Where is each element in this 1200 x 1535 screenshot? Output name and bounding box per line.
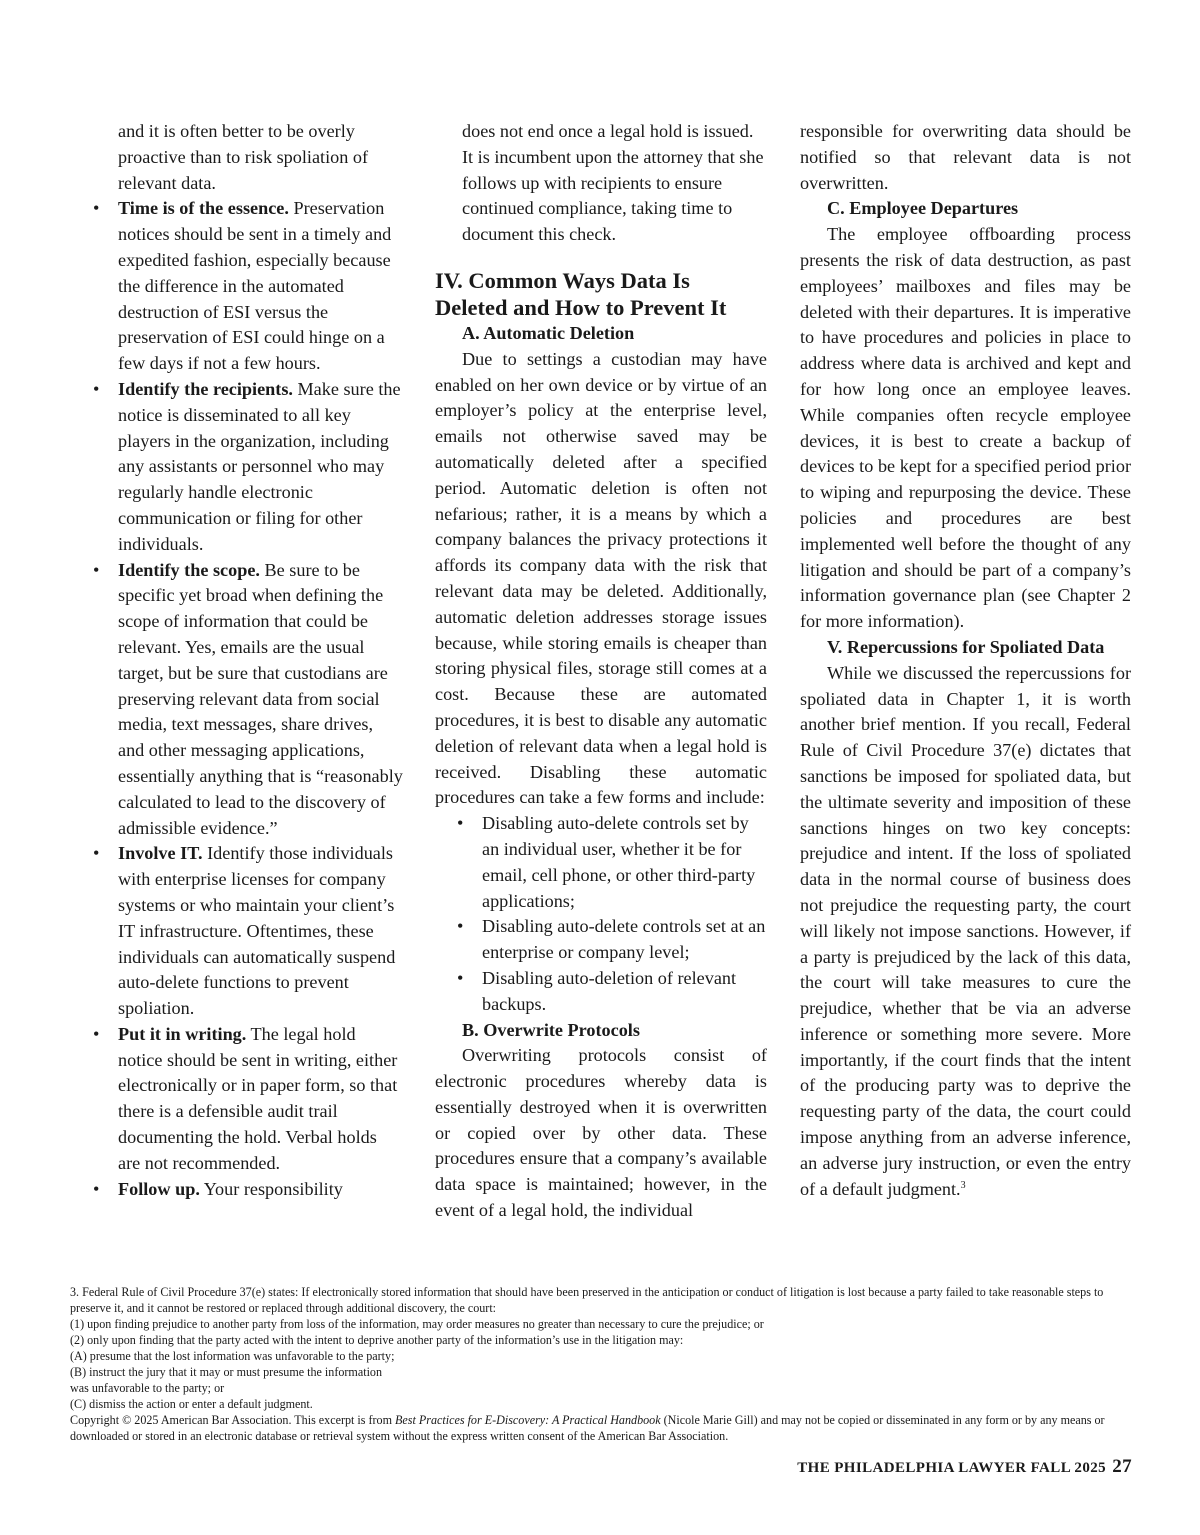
list-item-text: Identify those individuals with enterprise licenses for company systems or who maintain your client’s IT infrastructure. Oftentimes, these individuals can automatically suspend auto-delete functions to prevent spoliation.	[118, 843, 396, 1019]
disabling-list	[435, 811, 767, 1017]
book-title: Best Practices for E-Discovery: A Practical Handbook	[395, 1413, 661, 1427]
list-item	[91, 1022, 403, 1177]
section-heading-iv: IV. Common Ways Data Is Deleted and How to Prevent It	[435, 267, 727, 320]
continued-paragraph: responsible for overwriting data should be notified so that relevant data is not overwritten.	[800, 121, 1131, 193]
column-3	[800, 119, 1131, 1202]
list-item	[91, 841, 403, 1022]
copyright-text-start: Copyright © 2025 American Bar Association. This excerpt is from	[70, 1413, 396, 1427]
subheading-employee-departures: C. Employee Departures	[827, 198, 1019, 219]
subheading-repercussions: V. Repercussions for Spoliated Data	[827, 636, 1105, 657]
subheading-automatic-deletion: A. Automatic Deletion	[462, 322, 635, 343]
list-item-text: Your responsibility	[199, 1178, 343, 1199]
footnote-line: (A) presume that the lost information was unfavorable to the party;	[70, 1349, 395, 1363]
footnote-line: (1) upon finding prejudice to another party from loss of the information, may order measures no greater than necessary to cure the prejudice; or	[70, 1317, 764, 1331]
footnote-line: was unfavorable to the party; or	[70, 1381, 225, 1395]
list-item-lead: Time is of the essence.	[118, 198, 289, 219]
copyright-text-end: (Nicole Marie Gill) and may not be copied or disseminated in any form or by any means or downloaded or stored in an electronic database or retrieval system without the express written consent of the American Bar Association.	[70, 1413, 1105, 1443]
list-item-lead: Put it in writing.	[118, 1023, 247, 1044]
footnotes	[70, 1284, 1132, 1444]
list-item-lead: Identify the scope.	[118, 559, 260, 580]
paragraph-automatic-deletion: Due to settings a custodian may have enabled on her own device or by virtue of an employer’s policy at the enterprise level, emails not otherwise saved may be automatically deleted after a specified period. Automatic deletion is often not nefarious; rather, it is a means by which a company balances the privacy protections it affords its company data with the risk that relevant data may be deleted. Additionally, automatic deletion addresses storage issues because, while storing emails is cheaper than storing physical files, storage still comes at a cost. Because these are automated procedures, it is best to disable any automatic deletion of relevant data when a legal hold is received. Disabling these automatic procedures can take a few forms and include:	[435, 348, 767, 808]
list-item-text: Preservation notices should be sent in a timely and expedited fashion, especially because the difference in the automated destruction of ESI versus the preservation of ESI could hinge on a few days if not a few hours.	[118, 198, 392, 374]
column-2	[435, 119, 767, 1224]
list-item	[91, 1177, 403, 1203]
footnote-line: (2) only upon finding that the party acted with the intent to deprive another party of the information’s use in the litigation may:	[70, 1333, 684, 1347]
list-item-lead: Follow up.	[118, 1178, 200, 1199]
page-number: 27	[1112, 1456, 1132, 1477]
continued-paragraph: does not end once a legal hold is issued. It is incumbent upon the attorney that she follows up with recipients to ensure continued compliance, taking time to document this check.	[462, 121, 764, 245]
paragraph-overwrite-protocols: Overwriting protocols consist of electronic procedures whereby data is essentially destroyed when it is overwritten or copied over by other data. These procedures ensure that a company’s available data space is maintained; however, in the event of a legal hold, the individual	[435, 1045, 767, 1221]
paragraph-repercussions	[800, 661, 1131, 1203]
list-item-text: Be sure to be specific yet broad when defining the scope of information that could be relevant. Yes, emails are the usual target, but be sure that custodians are preserving relevant data from social media, text messages, share drives, and other messaging applications, essentially anything that is “reasonably calculated to lead to the discovery of admissible evidence.”	[118, 559, 403, 838]
running-footer	[797, 1456, 1132, 1478]
footnote-reference[interactable]: 3	[960, 1179, 966, 1191]
column-1	[91, 119, 403, 1202]
footnote-line: (C) dismiss the action or enter a default judgment.	[70, 1397, 313, 1411]
paragraph-employee-departures: The employee offboarding process presents the risk of data destruction, as past employees’ mailboxes and files may be deleted with their departures. It is imperative to have procedures and policies in place to address where data is archived and kept and for how long once an employee leaves. While companies often recycle employee devices, it is best to create a backup of devices to be kept for a specified period prior to wiping and repurposing the device. These policies and procedures are best implemented well before the thought of any litigation and should be part of a company’s information governance plan (see Chapter 2 for more information).	[800, 224, 1131, 632]
footnote-line: (B) instruct the jury that it may or must presume the information	[70, 1365, 383, 1379]
footnote-line: 3. Federal Rule of Civil Procedure 37(e) states: If electronically stored information that should have been preserved in the anticipation or conduct of litigation is lost because a party failed to take reasonable steps to preserve it, and it cannot be restored or replaced through additional discovery, the court:	[70, 1285, 1104, 1315]
continued-paragraph: and it is often better to be overly proactive than to risk spoliation of relevant data.	[118, 121, 369, 193]
preservation-tips-list	[91, 196, 403, 1202]
paragraph-repercussions-text: While we discussed the repercussions for spoliated data in Chapter 1, it is worth another brief mention. If you recall, Federal Rule of Civil Procedure 37(e) dictates that sanctions be imposed for spoliated data, but the ultimate severity and imposition of these sanctions hinges on two key concepts: prejudice and intent. If the loss of spoliated data in the normal course of business does not prejudice the requesting party, the court will likely not impose sanctions. However, if a party is prejudiced by the lack of this data, the court will take measures to cure the prejudice, whether that be via an adverse inference or something more severe. More importantly, if the court finds that the intent of the producing party was to deprive the requesting party of the data, the court could impose anything from an adverse inference, an adverse jury instruction, or even the entry of a default judgment.	[800, 662, 1131, 1199]
list-item: • Disabling auto-delete controls set by an individual user, whether it be for email, cell phone, or other third-party applications;	[455, 811, 767, 914]
subheading-overwrite-protocols: B. Overwrite Protocols	[462, 1019, 640, 1040]
publication-name: THE PHILADELPHIA LAWYER FALL 2025	[797, 1460, 1107, 1476]
list-item-text: The legal hold notice should be sent in writing, either electronically or in paper form, so that there is a defensible audit trail documenting the hold. Verbal holds are not recommended.	[118, 1023, 398, 1173]
list-item: • Disabling auto-deletion of relevant backups.	[455, 966, 767, 1018]
list-item: • Disabling auto-delete controls set at an enterprise or company level;	[455, 914, 767, 966]
list-item	[91, 196, 403, 377]
list-item-lead: Identify the recipients.	[118, 378, 293, 399]
list-item	[91, 377, 403, 558]
list-item-text: Make sure the notice is disseminated to all key players in the organization, including any assistants or personnel who may regularly handle electronic communication or filing for other individuals.	[118, 378, 401, 554]
list-item-lead: Involve IT.	[118, 843, 203, 864]
list-item	[91, 558, 403, 842]
copyright-notice	[70, 1412, 1132, 1444]
